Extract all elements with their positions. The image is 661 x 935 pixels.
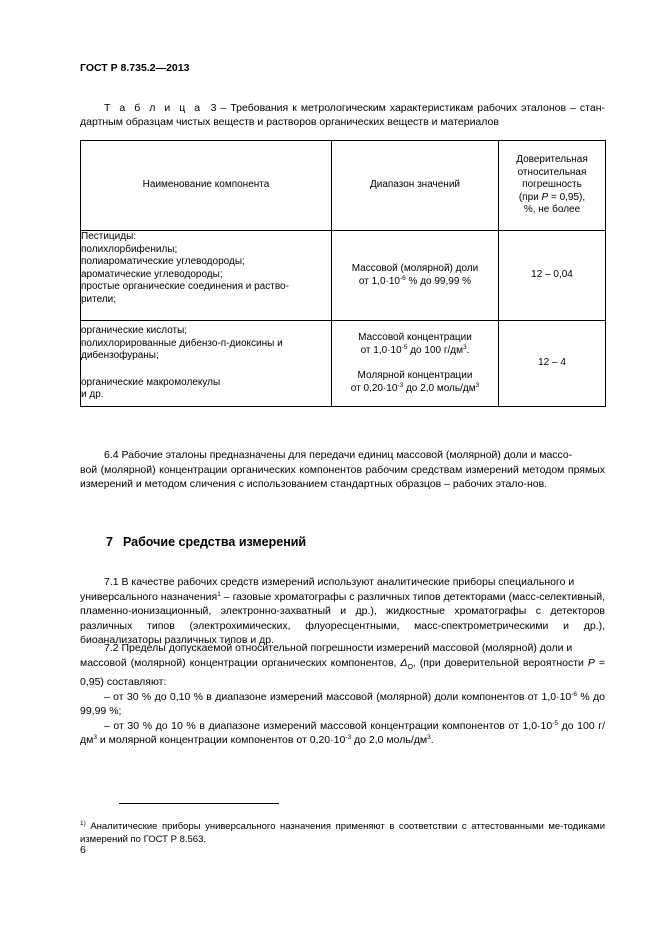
table-caption-text-1: – Требования к метрологическим характеристикам рабочих эталонов – стан- xyxy=(216,102,605,114)
footnote-text: Аналитические приборы универсального назначения применяют в соответствии с аттестованными ме-тодиками измерений по ГОСТ Р 8.563. xyxy=(80,821,605,845)
section-number: 7 xyxy=(106,535,113,549)
list-item: полихлорированные дибензо-п-диоксины и xyxy=(81,337,283,349)
footnote-divider xyxy=(119,803,279,804)
header-component: Наименование компонента xyxy=(81,141,332,231)
table-row xyxy=(81,231,606,321)
list-item: органические макромолекулы xyxy=(81,376,221,388)
paragraph-6-4 xyxy=(80,448,605,492)
row1-error: 12 – 0,04 xyxy=(499,231,606,321)
paragraph-line: 6.4 Рабочие эталоны предназначены для передачи единиц массовой (молярной) доли и массо- xyxy=(104,449,573,461)
paragraph-text: вой (молярной) концентрации органических компонентов рабочим средствам измерений методом прямых измерений и методом сличения с использованием стандартных образцов – рабочих этало-нов. xyxy=(80,463,605,490)
list-item: рители; xyxy=(81,293,117,305)
list-item: полихлорбифенилы; xyxy=(81,243,178,255)
header-error-line: погрешность xyxy=(522,179,582,191)
header-error-line: Доверительная xyxy=(516,154,588,166)
header-error-line: %, не более xyxy=(523,204,581,216)
table-caption-text-2: дартным образцам чистых веществ и растворов органических веществ и материалов xyxy=(80,116,499,128)
row2-error: 12 – 4 xyxy=(499,321,606,407)
row2-range xyxy=(332,321,499,407)
header-error xyxy=(499,141,606,231)
page-number: 6 xyxy=(80,844,86,856)
paragraph-line: 7.2 Пределы допускаемой относительной погрешности измерений массовой (молярной) доли и xyxy=(104,642,573,654)
table-header-row xyxy=(81,141,606,231)
list-item: и др. xyxy=(81,389,104,401)
range-line: от $1,0\cdot 10^{-5}$ до 100 $г/дм^3$. xyxy=(360,343,470,356)
paragraph-text: – газовые хроматографы с различных типов детекторами (масс-селективный, пламенно-ионизационный, электронно-захватный и др.), жидкостные хроматографы с детекторов различных типов (электрохимических, флуоресцентными, масс-спектрометрическими и др.), биоанализаторы различных типов и др. xyxy=(80,590,605,646)
list-item: – от 30 % до 0,10 % в диапазоне измерений массовой (молярной) доли компонентов от $1,0\cdot 10^{-6}$ % до 99,99 %; xyxy=(80,690,606,718)
paragraph-line: 7.1 В качестве рабочих средств измерений используют аналитические приборы специального и xyxy=(104,576,575,588)
header-error-line: (при P = 0,95), xyxy=(518,191,586,203)
document-header: ГОСТ Р 8.735.2—2013 xyxy=(80,62,190,74)
footnote-ref[interactable]: 1 xyxy=(217,590,221,598)
section-title: Рабочие средства измерений xyxy=(122,535,307,549)
requirements-table xyxy=(80,140,606,407)
list-item: Пестициды: xyxy=(81,231,137,242)
list-item: – от 30 % до 10 % в диапазоне измерений массовой концентрации компонентов от $1,0\cdot 10^{-5}$ до 100 $г/дм^3$ и молярной концентрации компонентов от $0,20\cdot 10^{-3}$ до 2,0 моль/$дм^3$. xyxy=(80,719,605,747)
table-row xyxy=(81,321,606,407)
paragraph-7-1 xyxy=(80,575,605,648)
table-caption-label: Т а б л и ц а xyxy=(104,102,203,114)
paragraph-7-2: 7.2 Пределы допускаемой относительной погрешности измерений массовой (молярной) доли и массовой (молярной) концентрации органических компонентов, $\Delta_О$, (при доверительной вероятности P = 0,95) составляют: – от 30 % до 0,10 % в диапазоне измерений массовой (молярной) доли компонентов от $1,0\cdot 10^{-6}$ % до 99,99 %; – от 30 % до 10 % в диапазоне измерений массовой концентрации компонентов от $1,0\cdot 10^{-5}$ до 100 $г/дм^3$ и молярной концентрации компонентов от $0,20\cdot 10^{-3}$ до 2,0 моль/$дм^3$. xyxy=(80,642,606,747)
paragraph-text: универсального назначения xyxy=(80,590,218,603)
range-line: Массовой (молярной) доли xyxy=(351,263,479,274)
list-item: дибензофураны; xyxy=(81,350,159,362)
header-error-line: относительная xyxy=(517,166,587,178)
list-item: простые органические соединения и раство- xyxy=(81,281,289,292)
list-item: органические кислоты; xyxy=(81,325,188,337)
range-line: от $1,0\cdot 10^{-6}$ % до 99,99 % xyxy=(358,274,472,287)
footnote xyxy=(80,820,605,846)
table-caption-line-1 xyxy=(80,101,605,115)
table-caption xyxy=(80,101,605,129)
section-heading xyxy=(106,535,316,549)
row1-range xyxy=(332,231,499,321)
list-item: полиароматические углеводороды; xyxy=(81,256,245,267)
row1-components xyxy=(81,231,332,321)
range-line: Массовой концентрации xyxy=(358,332,472,343)
delta-symbol: Δ xyxy=(400,656,408,669)
footnote-marker: 1) xyxy=(80,820,86,827)
row2-components xyxy=(81,321,332,407)
range-line: от $0,20\cdot 10^{-3}$ до 2,0 моль/$дм^3$ xyxy=(350,381,480,394)
header-range: Диапазон значений xyxy=(332,141,499,231)
list-item: ароматические углеводороды; xyxy=(81,268,223,280)
range-line: Молярной концентрации xyxy=(357,370,473,381)
table-caption-number: 3 xyxy=(210,102,217,114)
